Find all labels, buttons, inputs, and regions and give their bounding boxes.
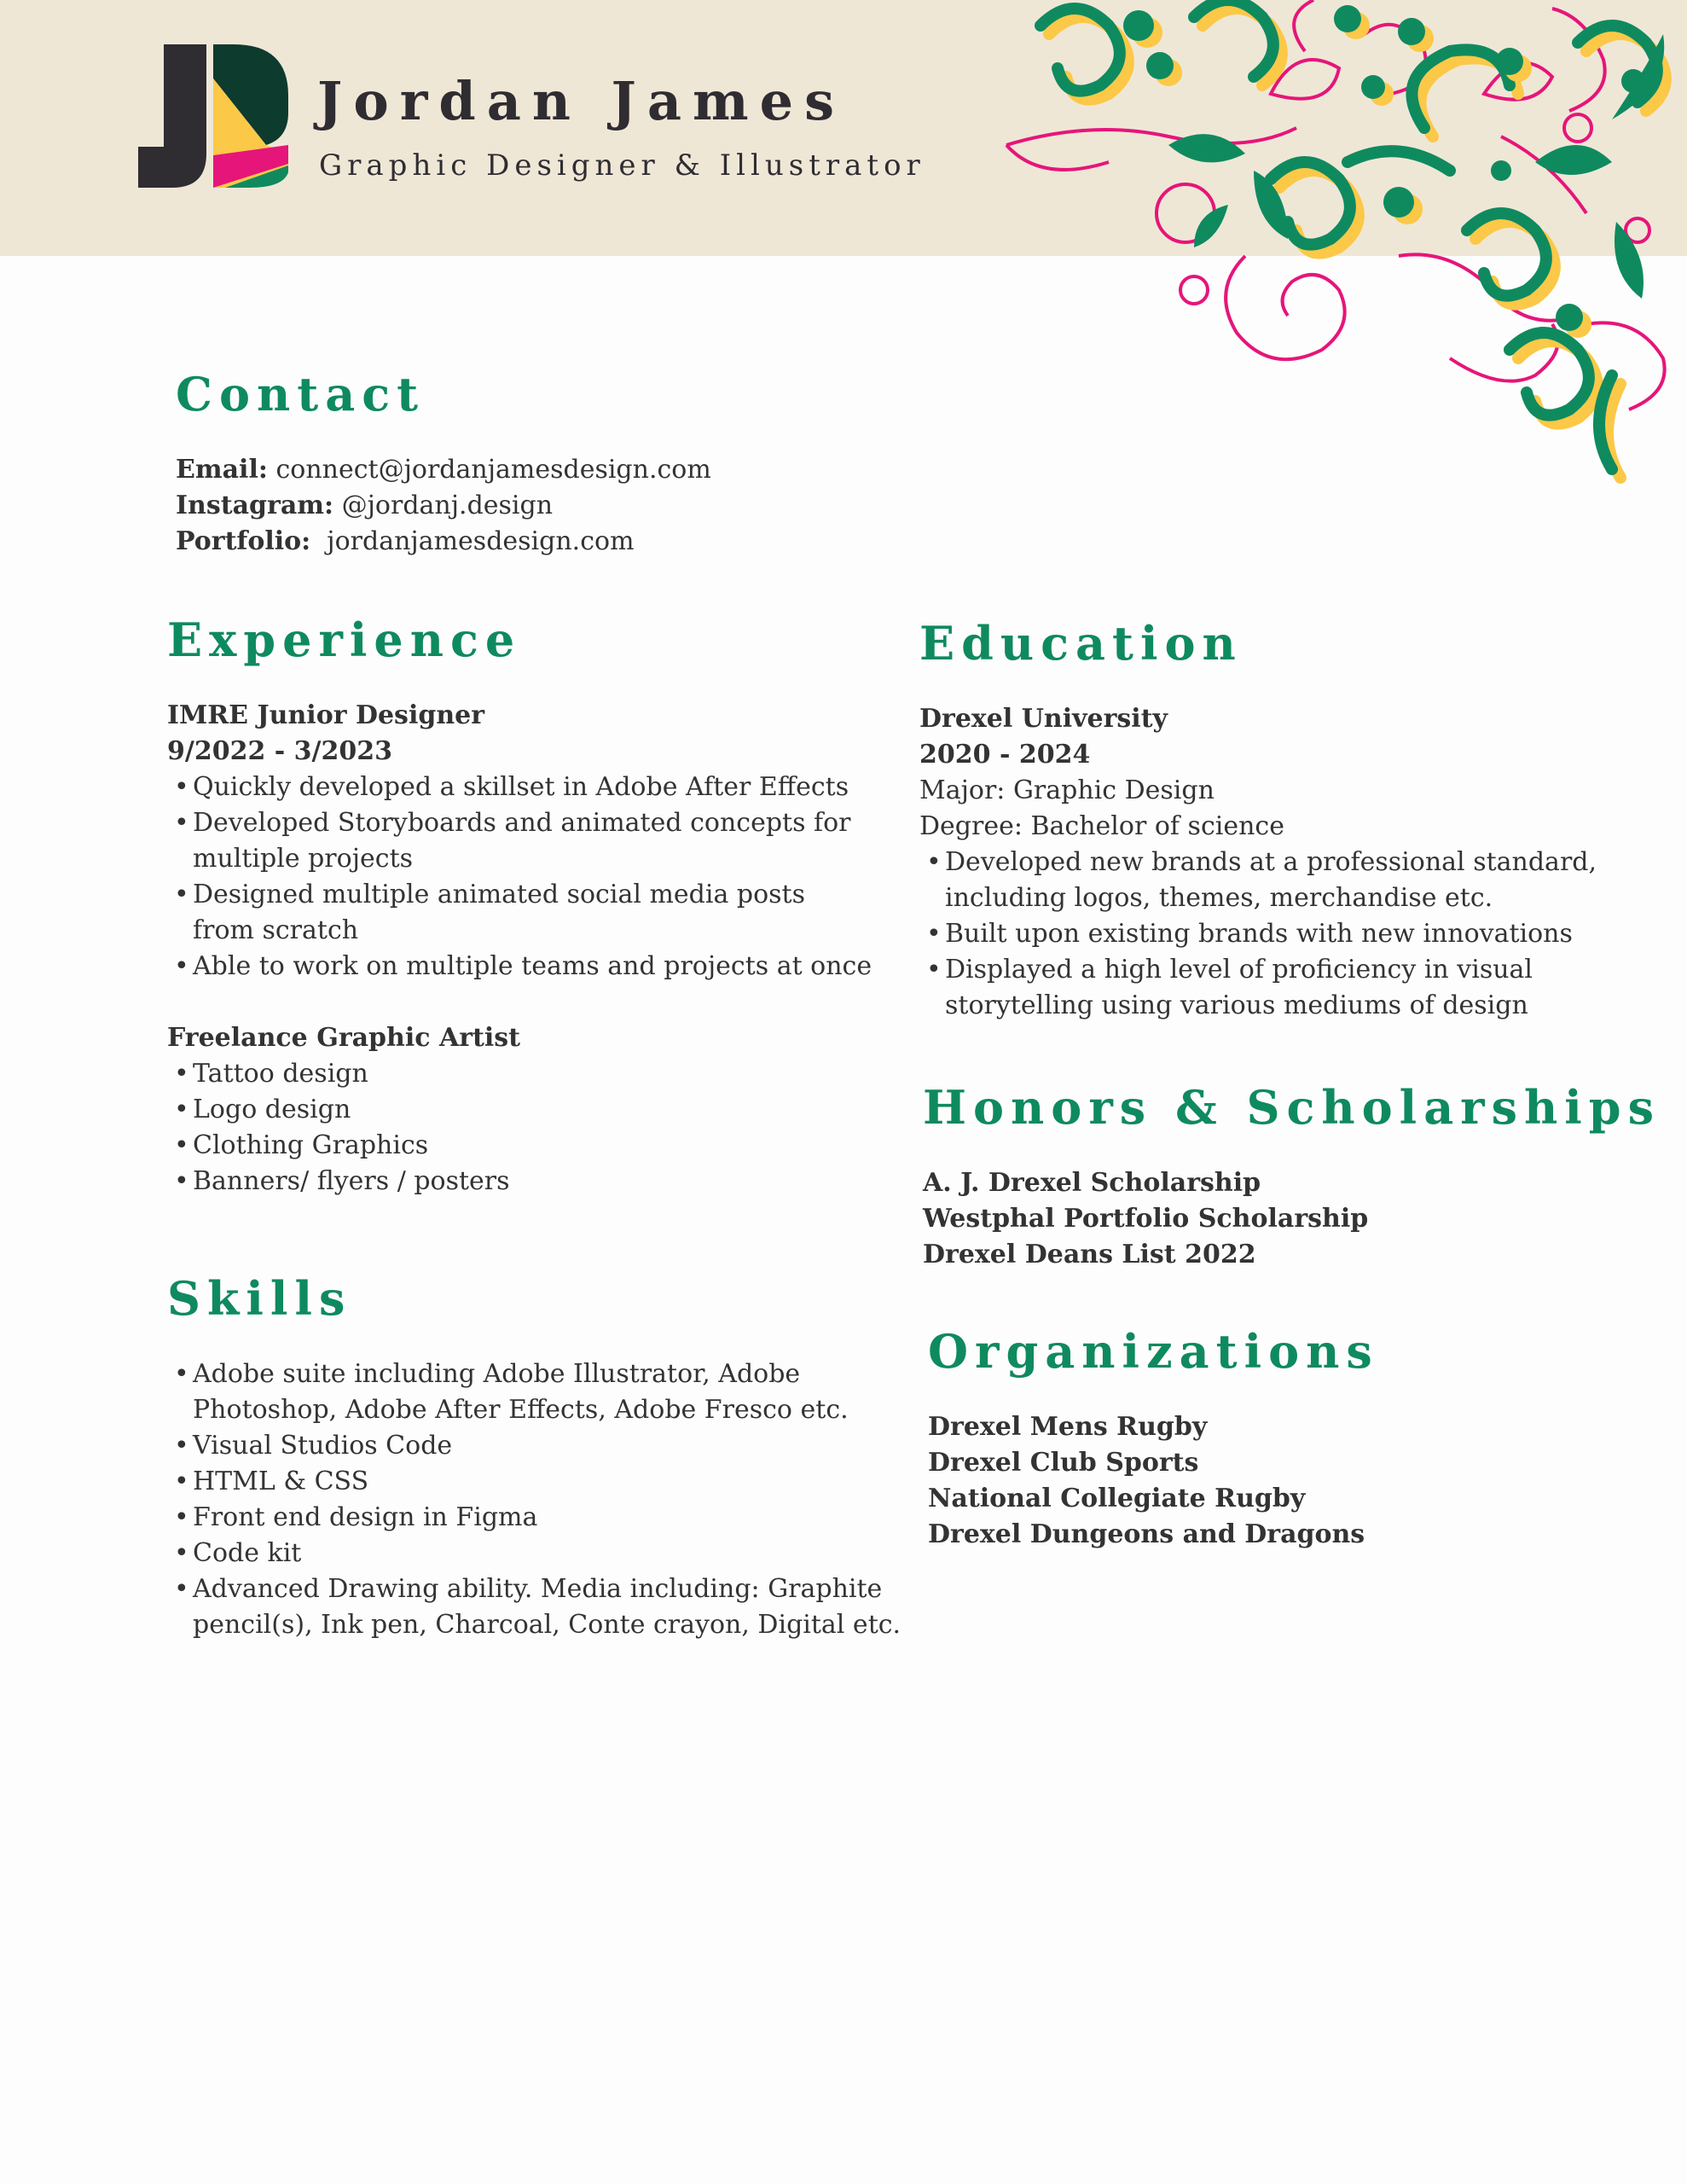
education-degree: Degree: Bachelor of science [919,811,1284,841]
contact-heading: Contact [176,367,426,421]
candidate-name: Jordan James [317,70,846,132]
jj-monogram-logo [138,44,288,188]
honors-section [923,1080,1661,1273]
education-dates: 2020 - 2024 [919,740,1091,770]
candidate-tagline: Graphic Designer & Illustrator [319,148,925,183]
education-major: Major: Graphic Design [919,775,1215,805]
experience-section [167,613,872,1199]
organization-item: Drexel Mens Rugby [928,1412,1208,1442]
floral-flourish-decoration [989,0,1687,495]
education-section [919,616,1597,1024]
portfolio-label: Portfolio: [176,526,311,556]
honor-item: Westphal Portfolio Scholarship [923,1204,1369,1234]
skills-list [167,1356,901,1643]
list-item: • Designed multiple animated social media posts from scratch [167,877,872,949]
portfolio-link[interactable]: jordanjamesdesign.com [327,526,635,556]
school-name: Drexel University [919,704,1168,734]
list-item: • Quickly developed a skillset in Adobe After Effects [167,770,872,805]
list-item: • Able to work on multiple teams and projects at once [167,949,872,985]
list-item: • Logo design [167,1092,872,1128]
list-item: • Advanced Drawing ability. Media including: Graphite pencil(s), Ink pen, Charcoal, Conte crayon, Digital etc. [167,1571,901,1643]
education-heading: Education [919,616,1243,671]
instagram-link[interactable]: @jordanj.design [341,491,554,520]
job-bullets [167,770,872,985]
list-item: • Tattoo design [167,1056,872,1092]
honor-item: A. J. Drexel Scholarship [923,1168,1261,1198]
skills-heading: Skills [167,1271,352,1326]
honors-heading: Honors & Scholarships [923,1080,1661,1135]
list-item: • Banners/ flyers / posters [167,1164,872,1199]
education-bullets [919,845,1597,1024]
list-item: • Developed Storyboards and animated concepts for multiple projects [167,805,872,877]
list-item: • Clothing Graphics [167,1128,872,1164]
list-item: • HTML & CSS [167,1464,901,1500]
job-title: Freelance Graphic Artist [167,1023,521,1053]
instagram-label: Instagram: [176,491,334,520]
list-item: • Adobe suite including Adobe Illustrator, Adobe Photoshop, Adobe After Effects, Adobe Fresco etc. [167,1356,901,1428]
job-dates: 9/2022 - 3/2023 [167,736,392,766]
skills-section [167,1271,901,1643]
honor-item: Drexel Deans List 2022 [923,1240,1256,1269]
list-item: • Built upon existing brands with new innovations [919,916,1597,952]
organization-item: Drexel Club Sports [928,1448,1199,1478]
contact-instagram-row [176,488,711,524]
email-label: Email: [176,455,268,485]
list-item: • Developed new brands at a professional standard, including logos, themes, merchandise etc. [919,845,1597,916]
experience-heading: Experience [167,613,522,667]
organizations-heading: Organizations [928,1324,1379,1379]
organization-item: Drexel Dungeons and Dragons [928,1519,1365,1549]
job-bullets [167,1056,872,1199]
contact-portfolio-row [176,524,711,560]
job-title: IMRE Junior Designer [167,700,485,730]
contact-section [176,367,711,560]
email-link[interactable]: connect@jordanjamesdesign.com [275,455,711,485]
list-item: • Displayed a high level of proficiency in visual storytelling using various mediums of design [919,952,1597,1024]
list-item: • Visual Studios Code [167,1428,901,1464]
contact-email-row [176,452,711,488]
list-item: • Front end design in Figma [167,1500,901,1536]
list-item: • Code kit [167,1536,901,1571]
organizations-section [928,1324,1379,1553]
organization-item: National Collegiate Rugby [928,1484,1306,1513]
